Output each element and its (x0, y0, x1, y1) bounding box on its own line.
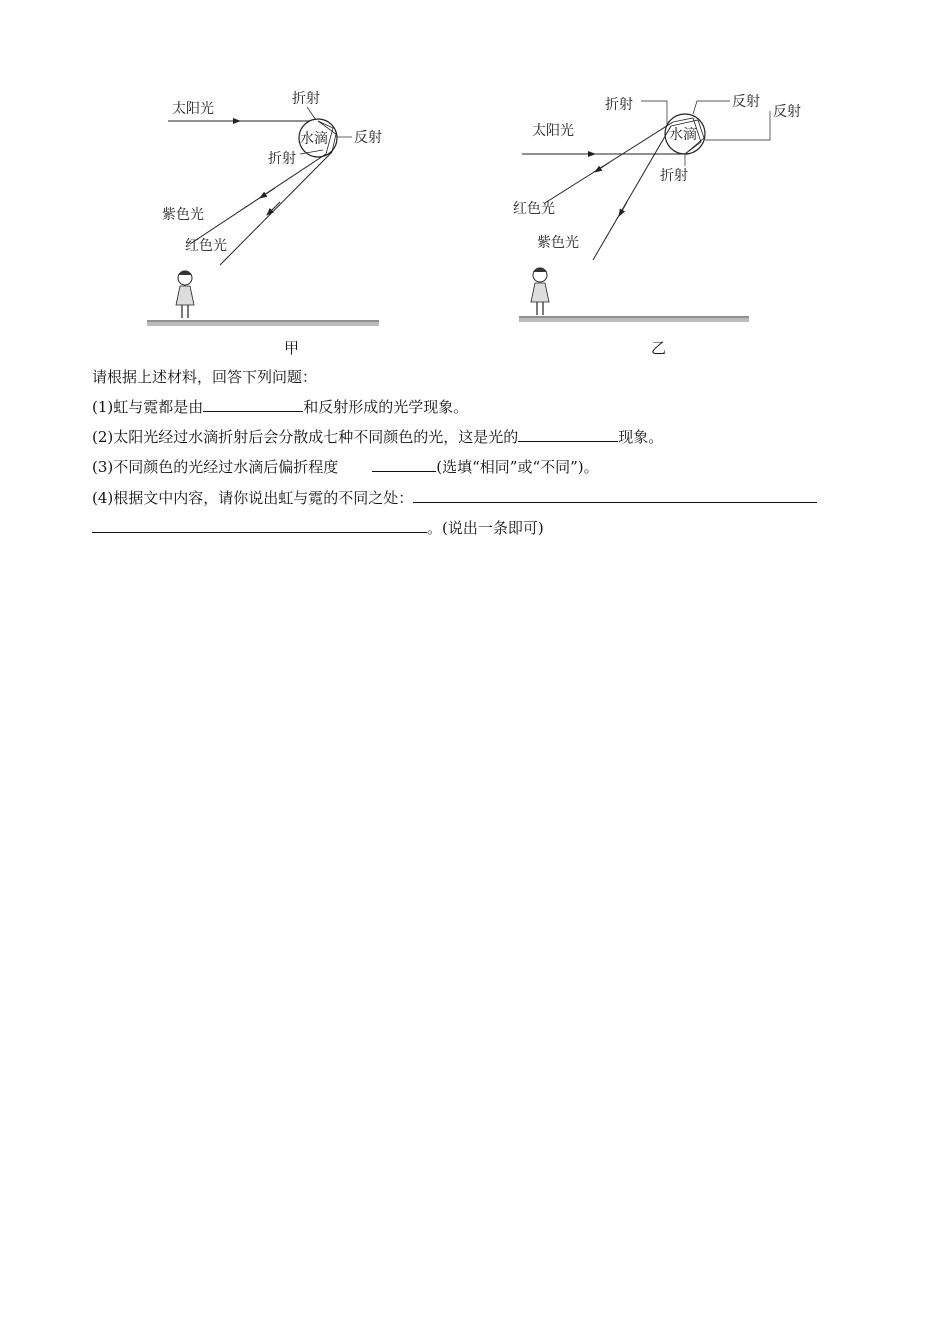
purple-light-label: 紫色光 (537, 235, 579, 251)
question-text: 和反射形成的光学现象。 (303, 398, 469, 416)
reflection-label: 反射 (354, 130, 382, 146)
reflection-label: 反射 (773, 104, 801, 120)
purple-light-ray (190, 154, 326, 244)
child-observer (176, 271, 194, 319)
red-light-label: 红色光 (513, 201, 555, 217)
refraction-label: 折射 (605, 97, 633, 113)
refraction-label: 折射 (660, 168, 688, 184)
answer-blank[interactable] (413, 488, 817, 503)
question-4 (92, 488, 862, 508)
question-text: 现象。 (618, 428, 664, 446)
child-observer (531, 268, 549, 316)
red-light-label: 红色光 (185, 238, 227, 254)
question-4-continued (92, 518, 862, 538)
sunlight-label: 太阳光 (532, 123, 574, 139)
purple-light-ray (593, 126, 671, 260)
question-2 (92, 427, 862, 447)
questions-intro: 请根据上述材料，回答下列问题： (92, 368, 318, 386)
figure-caption: 甲 (284, 339, 300, 357)
ground (519, 318, 749, 322)
answer-blank[interactable] (518, 427, 618, 442)
red-light-ray (220, 152, 332, 265)
purple-light-label: 紫色光 (162, 207, 204, 223)
question-text: (1)虹与霓都是由 (92, 398, 204, 416)
answer-blank[interactable] (203, 397, 303, 412)
figure-caption: 乙 (651, 339, 667, 357)
question-text: (3)不同颜色的光经过水滴后偏折程度 (92, 458, 339, 476)
droplet-label: 水滴 (669, 127, 697, 143)
question-text: 。(说出一条即可) (427, 519, 544, 537)
answer-blank[interactable] (372, 457, 436, 472)
reflection-label: 反射 (732, 94, 760, 110)
figure-secondary-rainbow-diagram (505, 80, 815, 360)
question-3 (92, 457, 862, 477)
figure-rainbow-diagram (140, 80, 390, 360)
question-1 (92, 397, 862, 417)
refraction-label: 折射 (268, 151, 296, 167)
question-text: (2)太阳光经过水滴折射后会分散成七种不同颜色的光，这是光的 (92, 428, 519, 446)
sunlight-label: 太阳光 (172, 101, 214, 117)
answer-blank[interactable] (92, 518, 427, 533)
droplet-label: 水滴 (300, 131, 328, 147)
ground (147, 322, 379, 326)
refraction-label: 折射 (292, 91, 320, 107)
question-text: (4)根据文中内容，请你说出虹与霓的不同之处： (92, 489, 414, 507)
question-text: (选填“相同”或“不同”)。 (436, 458, 599, 476)
